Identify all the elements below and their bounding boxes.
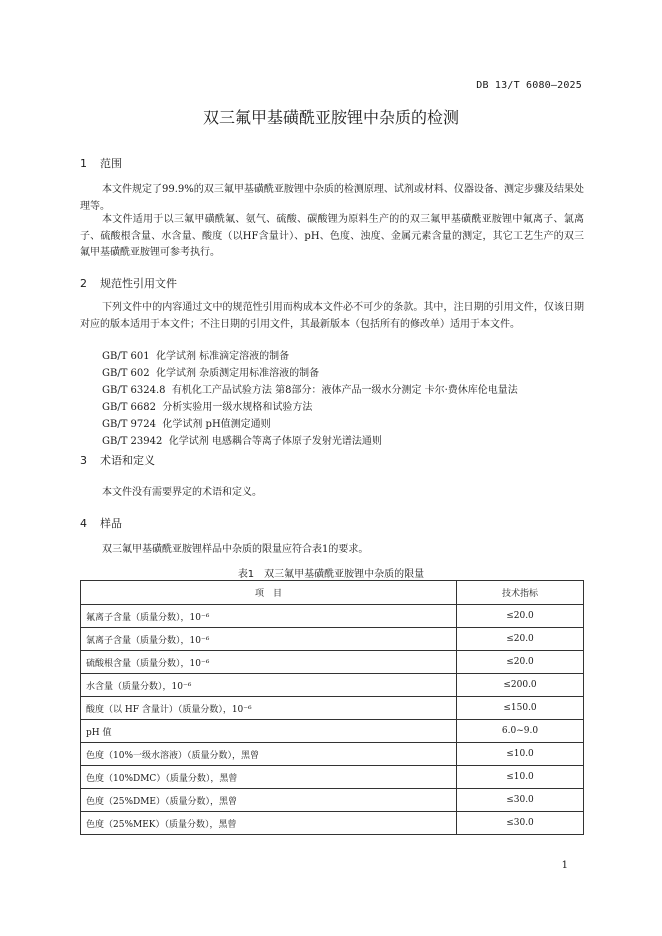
value-cell: ≤10.0 <box>457 766 584 789</box>
value-cell: ≤30.0 <box>457 812 584 835</box>
value-cell: ≤20.0 <box>457 628 584 651</box>
item-cell: 氯离子含量（质量分数），10⁻⁶ <box>81 628 457 651</box>
section-title: 样品 <box>100 517 122 530</box>
section-heading-terms <box>80 452 155 468</box>
document-title: 双三氟甲基磺酰亚胺锂中杂质的检测 <box>202 108 459 127</box>
item-cell: 水含量（质量分数），10⁻⁶ <box>81 674 457 697</box>
value-cell: ≤20.0 <box>457 651 584 674</box>
item-cell: 色度（25%DME）（质量分数），黑曾 <box>81 789 457 812</box>
item-cell: 硫酸根含量（质量分数），10⁻⁶ <box>81 651 457 674</box>
normative-paragraph: 下列文件中的内容通过文中的规范性引用而构成本文件必不可少的条款。其中，注日期的引用文件，仅该日期对应的版本适用于本文件；不注日期的引用文件，其最新版本（包括所有的修改单）适用于本文件。 <box>80 302 584 330</box>
item-cell: pH 值 <box>81 720 457 743</box>
table-row <box>81 789 584 812</box>
section-heading-sample <box>80 515 122 531</box>
section-title: 范围 <box>100 157 122 170</box>
value-cell: ≤20.0 <box>457 605 584 628</box>
item-cell: 色度（10%DMC）（质量分数），黑曾 <box>81 766 457 789</box>
section-heading-scope <box>80 155 122 171</box>
section-number: 2 <box>80 277 87 290</box>
scope-paragraph-2: 本文件适用于以三氟甲磺酰氟、氨气、硫酸、碳酸锂为原料生产的的双三氟甲基磺酰亚胺锂中氟离子、氯离子、硫酸根含量、水含量、酸度（以HF含量计）、pH、色度、浊度、金属元素含量的测定，其它工艺生产的双三氟甲基磺酰亚胺锂可参考执行。 <box>80 214 584 259</box>
value-cell: ≤30.0 <box>457 789 584 812</box>
column-header-value: 技术指标 <box>457 581 584 605</box>
table-row <box>81 766 584 789</box>
value-cell: ≤150.0 <box>457 697 584 720</box>
reference-item: GB/T 6682 分析实验用一级水规格和试验方法 <box>102 402 313 413</box>
table-row <box>81 628 584 651</box>
item-cell: 酸度（以 HF 含量计）（质量分数），10⁻⁶ <box>81 697 457 720</box>
value-cell: ≤10.0 <box>457 743 584 766</box>
table-row <box>81 674 584 697</box>
reference-item: GB/T 6324.8 有机化工产品试验方法 第8部分：液体产品一级水分测定 卡尔·费休库伦电量法 <box>102 385 518 396</box>
page-number: 1 <box>561 860 568 871</box>
section-title: 术语和定义 <box>100 454 155 467</box>
table-row <box>81 651 584 674</box>
table-row <box>81 812 584 835</box>
section-heading-normative <box>80 275 177 291</box>
table-header-row <box>81 581 584 605</box>
document-code: DB 13/T 6080—2025 <box>476 80 582 91</box>
table-row <box>81 605 584 628</box>
sample-paragraph: 双三氟甲基磺酰亚胺锂样品中杂质的限量应符合表1的要求。 <box>102 544 369 555</box>
item-cell: 色度（10%一级水溶液）（质量分数），黑曾 <box>81 743 457 766</box>
table-row <box>81 720 584 743</box>
table-row <box>81 697 584 720</box>
section-title: 规范性引用文件 <box>100 277 177 290</box>
value-cell: 6.0~9.0 <box>457 720 584 743</box>
section-number: 3 <box>80 454 87 467</box>
section-number: 4 <box>80 517 87 530</box>
table-row <box>81 743 584 766</box>
column-header-item: 项 目 <box>81 581 457 605</box>
value-cell: ≤200.0 <box>457 674 584 697</box>
scope-paragraph-1: 本文件规定了99.9%的双三氟甲基磺酰亚胺锂中杂质的检测原理、试剂或材料、仪器设备、测定步骤及结果处理等。 <box>80 184 584 212</box>
reference-item: GB/T 602 化学试剂 杂质测定用标准溶液的制备 <box>102 368 320 379</box>
terms-paragraph: 本文件没有需要界定的术语和定义。 <box>102 487 262 498</box>
reference-item: GB/T 9724 化学试剂 pH值测定通则 <box>102 419 271 430</box>
reference-item: GB/T 23942 化学试剂 电感耦合等离子体原子发射光谱法通则 <box>102 436 382 447</box>
impurity-limits-table <box>80 580 584 835</box>
table-caption: 表1 双三氟甲基磺酰亚胺锂中杂质的限量 <box>237 569 425 580</box>
reference-item: GB/T 601 化学试剂 标准滴定溶液的制备 <box>102 351 290 362</box>
item-cell: 氟离子含量（质量分数），10⁻⁶ <box>81 605 457 628</box>
item-cell: 色度（25%MEK）（质量分数），黑曾 <box>81 812 457 835</box>
section-number: 1 <box>80 157 87 170</box>
